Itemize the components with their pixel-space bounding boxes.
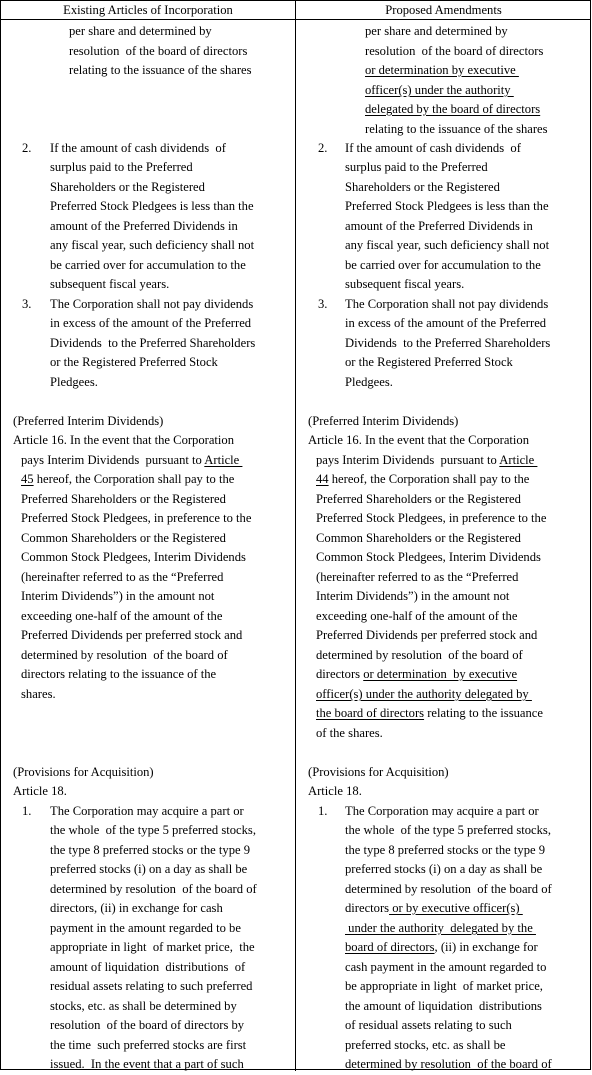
line-text: relating to the issuance of the shares — [69, 63, 252, 77]
left-text-line — [50, 802, 244, 822]
right-text-line — [316, 529, 521, 549]
right-text-line — [345, 334, 550, 354]
line-text: be appropriate in light of market price, — [345, 979, 543, 993]
line-text: any fiscal year, such deficiency shall not — [50, 238, 255, 252]
line-text: directors, (ii) in exchange for cash — [50, 901, 223, 915]
right-text-line — [345, 1016, 512, 1036]
line-text: the whole of the type 5 preferred stocks, — [345, 823, 551, 837]
amended-text: delegated by the board of directors — [365, 102, 541, 116]
line-text: or the Registered Preferred Stock — [345, 355, 513, 369]
line-text: payment in the amount regarded to be — [50, 921, 241, 935]
line-text: determined by resolution of the board of — [316, 648, 523, 662]
right-text-line — [316, 568, 518, 588]
line-text: Dividends to the Preferred Shareholders — [50, 336, 256, 350]
left-text-line — [50, 197, 254, 217]
right-text-line — [316, 646, 523, 666]
left-text-line — [21, 607, 222, 627]
line-text: Preferred Stock Pledgees, in preference to the — [316, 511, 547, 525]
line-text: per share and determined by — [69, 24, 212, 38]
left-text-line — [50, 1036, 246, 1056]
line-text: the type 8 preferred stocks or the type 9 — [50, 843, 251, 857]
line-text: pays Interim Dividends pursuant to — [316, 453, 500, 467]
left-text-line — [13, 763, 154, 783]
right-text-line — [316, 451, 537, 471]
right-text-line — [316, 724, 383, 744]
right-text-line — [345, 373, 393, 393]
right-text-line — [308, 763, 449, 783]
line-text: 3. — [22, 297, 32, 311]
right-text-line — [365, 22, 508, 42]
right-text-line — [345, 1055, 552, 1075]
line-text: The Corporation may acquire a part or — [50, 804, 244, 818]
line-text: Common Stock Pledgees, Interim Dividends — [316, 550, 541, 564]
right-text-line — [365, 120, 548, 140]
left-text-line — [21, 587, 214, 607]
line-text: determined by resolution of the board of — [345, 1057, 552, 1071]
line-text: stocks, etc. as shall be determined by — [50, 999, 237, 1013]
line-text: amount of the Preferred Dividends in — [50, 219, 238, 233]
line-text: resolution of the board of directors — [365, 44, 544, 58]
line-text: determined by resolution of the board of — [21, 648, 228, 662]
right-text-line — [345, 880, 552, 900]
line-text: subsequent fiscal years. — [345, 277, 465, 291]
line-text: surplus paid to the Preferred — [345, 160, 488, 174]
line-text: residual assets relating to such preferred — [50, 979, 253, 993]
line-text: 1. — [318, 804, 328, 818]
line-text: Pledgees. — [345, 375, 393, 389]
left-text-line — [21, 529, 226, 549]
right-text-line — [316, 548, 541, 568]
line-text: Preferred Shareholders or the Registered — [21, 492, 226, 506]
amended-text: or determination by executive — [363, 667, 518, 681]
line-text: Common Shareholders or the Registered — [316, 531, 521, 545]
line-text: Preferred Dividends per preferred stock and — [21, 628, 243, 642]
line-text: Interim Dividends”) in the amount not — [21, 589, 215, 603]
right-text-line — [316, 626, 537, 646]
right-text-line — [345, 997, 542, 1017]
left-text-line — [50, 334, 255, 354]
line-text: per share and determined by — [365, 24, 508, 38]
right-text-line — [345, 977, 543, 997]
line-text: be carried over for accumulation to the — [50, 258, 246, 272]
line-text: (Provisions for Acquisition) — [13, 765, 154, 779]
left-text-line — [50, 1055, 244, 1075]
column-divider — [295, 0, 296, 1071]
line-text: Preferred Stock Pledgees, in preference to the — [21, 511, 252, 525]
right-text-line — [345, 275, 464, 295]
header-existing-articles: Existing Articles of Incorporation — [0, 0, 296, 20]
left-text-line — [13, 431, 234, 451]
right-text-line — [365, 42, 543, 62]
line-text: be carried over for accumulation to the — [345, 258, 541, 272]
left-text-line — [50, 275, 169, 295]
amended-text: board of directors — [345, 940, 435, 954]
line-text: pays Interim Dividends pursuant to — [21, 453, 205, 467]
line-text: shares. — [21, 687, 56, 701]
line-text: relating to the issuance of the shares — [365, 122, 548, 136]
line-text: (Provisions for Acquisition) — [308, 765, 449, 779]
line-text: hereof, the Corporation shall pay to the — [33, 472, 235, 486]
left-text-line — [50, 353, 218, 373]
line-text: Shareholders or the Registered — [50, 180, 205, 194]
left-text-line — [21, 548, 246, 568]
right-text-line — [308, 412, 458, 432]
line-text: the time such preferred stocks are first — [50, 1038, 247, 1052]
left-text-line — [21, 470, 234, 490]
line-text: preferred stocks (i) on a day as shall be — [50, 862, 248, 876]
line-text: The Corporation may acquire a part or — [345, 804, 539, 818]
left-text-line — [50, 314, 251, 334]
amended-text: Article — [204, 453, 243, 467]
header-proposed-amendments: Proposed Amendments — [296, 0, 591, 20]
line-text: Dividends to the Preferred Shareholders — [345, 336, 551, 350]
amended-text: under the authority delegated by the — [345, 921, 536, 935]
line-text: surplus paid to the Preferred — [50, 160, 193, 174]
left-text-line — [50, 919, 241, 939]
right-text-line — [345, 295, 548, 315]
line-text: resolution of the board of directors by — [50, 1018, 245, 1032]
right-text-line — [316, 509, 546, 529]
line-text: Pledgees. — [50, 375, 98, 389]
left-text-line — [21, 509, 251, 529]
right-text-line — [316, 490, 521, 510]
left-text-line — [50, 860, 247, 880]
left-text-line — [69, 42, 247, 62]
line-text: Article 18. — [308, 784, 362, 798]
line-text: subsequent fiscal years. — [50, 277, 170, 291]
right-text-line — [345, 197, 549, 217]
right-text-line — [345, 178, 500, 198]
left-text-line — [50, 821, 256, 841]
line-text: cash payment in the amount regarded to — [345, 960, 547, 974]
right-text-line — [316, 470, 529, 490]
right-text-line — [345, 802, 539, 822]
left-text-line — [13, 782, 67, 802]
right-text-line — [316, 704, 543, 724]
line-text: exceeding one-half of the amount of the — [316, 609, 518, 623]
left-text-line — [21, 665, 216, 685]
line-text: Preferred Shareholders or the Registered — [316, 492, 521, 506]
line-text: the amount of liquidation distributions — [345, 999, 542, 1013]
right-text-line — [345, 353, 513, 373]
line-text: Preferred Dividends per preferred stock and — [316, 628, 538, 642]
right-text-line — [316, 587, 509, 607]
right-text-line — [318, 802, 327, 822]
line-text: determined by resolution of the board of — [50, 882, 257, 896]
right-text-line — [345, 899, 523, 919]
right-text-line — [318, 139, 327, 159]
left-text-line — [50, 938, 255, 958]
right-text-line — [345, 139, 521, 159]
left-text-line — [50, 256, 246, 276]
amended-text: or by executive officer(s) — [389, 901, 523, 915]
left-text-line — [50, 977, 252, 997]
line-text: relating to the issuance — [424, 706, 543, 720]
line-text: (hereinafter referred to as the “Preferred — [21, 570, 224, 584]
right-text-line — [318, 295, 327, 315]
line-text: Common Stock Pledgees, Interim Dividends — [21, 550, 246, 564]
line-text: in excess of the amount of the Preferred — [50, 316, 252, 330]
line-text: of the shares. — [316, 726, 383, 740]
right-text-line — [345, 860, 542, 880]
left-text-line — [22, 802, 31, 822]
amended-text: 45 — [21, 472, 34, 486]
amended-text: or determination by executive — [365, 63, 519, 77]
right-text-line — [308, 782, 362, 802]
left-text-line — [22, 139, 31, 159]
line-text: If the amount of cash dividends of — [50, 141, 226, 155]
left-text-line — [50, 880, 257, 900]
line-text: preferred stocks (i) on a day as shall be — [345, 862, 543, 876]
right-text-line — [365, 61, 519, 81]
left-text-line — [50, 958, 245, 978]
amended-text: the board of directors — [316, 706, 425, 720]
right-text-line — [345, 158, 488, 178]
line-text: exceeding one-half of the amount of the — [21, 609, 223, 623]
left-text-line — [13, 412, 163, 432]
line-text: amount of the Preferred Dividends in — [345, 219, 533, 233]
right-text-line — [345, 256, 541, 276]
right-text-line — [345, 821, 551, 841]
line-text: hereof, the Corporation shall pay to the — [328, 472, 530, 486]
line-text: appropriate in light of market price, the — [50, 940, 255, 954]
line-text: (hereinafter referred to as the “Preferred — [316, 570, 519, 584]
amended-text: officer(s) under the authority delegated by — [316, 687, 532, 701]
amended-text: Article — [499, 453, 538, 467]
left-text-line — [50, 295, 253, 315]
left-text-line — [21, 490, 226, 510]
line-text: any fiscal year, such deficiency shall not — [345, 238, 550, 252]
line-text: or the Registered Preferred Stock — [50, 355, 218, 369]
line-text: Shareholders or the Registered — [345, 180, 500, 194]
left-text-line — [50, 373, 98, 393]
line-text: If the amount of cash dividends of — [345, 141, 521, 155]
left-text-line — [50, 178, 205, 198]
line-text: amount of liquidation distributions of — [50, 960, 246, 974]
line-text: directors — [345, 901, 390, 915]
left-text-line — [69, 61, 252, 81]
amended-text: officer(s) under the authority — [365, 83, 514, 97]
line-text: Interim Dividends”) in the amount not — [316, 589, 510, 603]
right-text-line — [345, 217, 533, 237]
line-text: preferred stocks, etc. as shall be — [345, 1038, 506, 1052]
left-text-line — [21, 568, 223, 588]
line-text: directors — [316, 667, 364, 681]
line-text: resolution of the board of directors — [69, 44, 248, 58]
line-text: issued. In the event that a part of such — [50, 1057, 244, 1071]
line-text: (Preferred Interim Dividends) — [308, 414, 459, 428]
right-text-line — [345, 919, 536, 939]
left-text-line — [50, 841, 250, 861]
left-text-line — [21, 451, 242, 471]
right-text-line — [316, 607, 517, 627]
line-text: (Preferred Interim Dividends) — [13, 414, 164, 428]
line-text: of residual assets relating to such — [345, 1018, 512, 1032]
line-text: in excess of the amount of the Preferred — [345, 316, 547, 330]
line-text: 2. — [318, 141, 328, 155]
right-text-line — [345, 841, 545, 861]
right-text-line — [345, 236, 549, 256]
amended-text: 44 — [316, 472, 329, 486]
left-text-line — [69, 22, 212, 42]
right-text-line — [316, 685, 532, 705]
line-text: Article 16. In the event that the Corporation — [308, 433, 530, 447]
left-text-line — [50, 236, 254, 256]
right-text-line — [345, 314, 546, 334]
line-text: , (ii) in exchange for — [434, 940, 538, 954]
line-text: Common Shareholders or the Registered — [21, 531, 226, 545]
line-text: the type 8 preferred stocks or the type 9 — [345, 843, 546, 857]
right-text-line — [316, 665, 517, 685]
line-text: The Corporation shall not pay dividends — [345, 297, 549, 311]
left-text-line — [50, 997, 237, 1017]
right-text-line — [345, 938, 538, 958]
line-text: Article 18. — [13, 784, 67, 798]
left-text-line — [50, 1016, 244, 1036]
left-text-line — [21, 626, 242, 646]
right-text-line — [365, 100, 540, 120]
line-text: Preferred Stock Pledgees is less than the — [345, 199, 549, 213]
left-text-line — [21, 646, 228, 666]
line-text: the whole of the type 5 preferred stocks, — [50, 823, 256, 837]
line-text: The Corporation shall not pay dividends — [50, 297, 254, 311]
left-text-line — [50, 899, 223, 919]
line-text: determined by resolution of the board of — [345, 882, 552, 896]
right-text-line — [345, 958, 546, 978]
left-text-line — [21, 685, 56, 705]
line-text: directors relating to the issuance of the — [21, 667, 217, 681]
line-text: 3. — [318, 297, 328, 311]
left-text-line — [50, 158, 193, 178]
line-text: Preferred Stock Pledgees is less than the — [50, 199, 254, 213]
left-text-line — [50, 217, 238, 237]
left-text-line — [50, 139, 226, 159]
right-text-line — [308, 431, 529, 451]
left-text-line — [22, 295, 31, 315]
line-text: 1. — [22, 804, 32, 818]
line-text: 2. — [22, 141, 32, 155]
line-text: Article 16. In the event that the Corporation — [13, 433, 235, 447]
right-text-line — [345, 1036, 506, 1056]
right-text-line — [365, 81, 514, 101]
